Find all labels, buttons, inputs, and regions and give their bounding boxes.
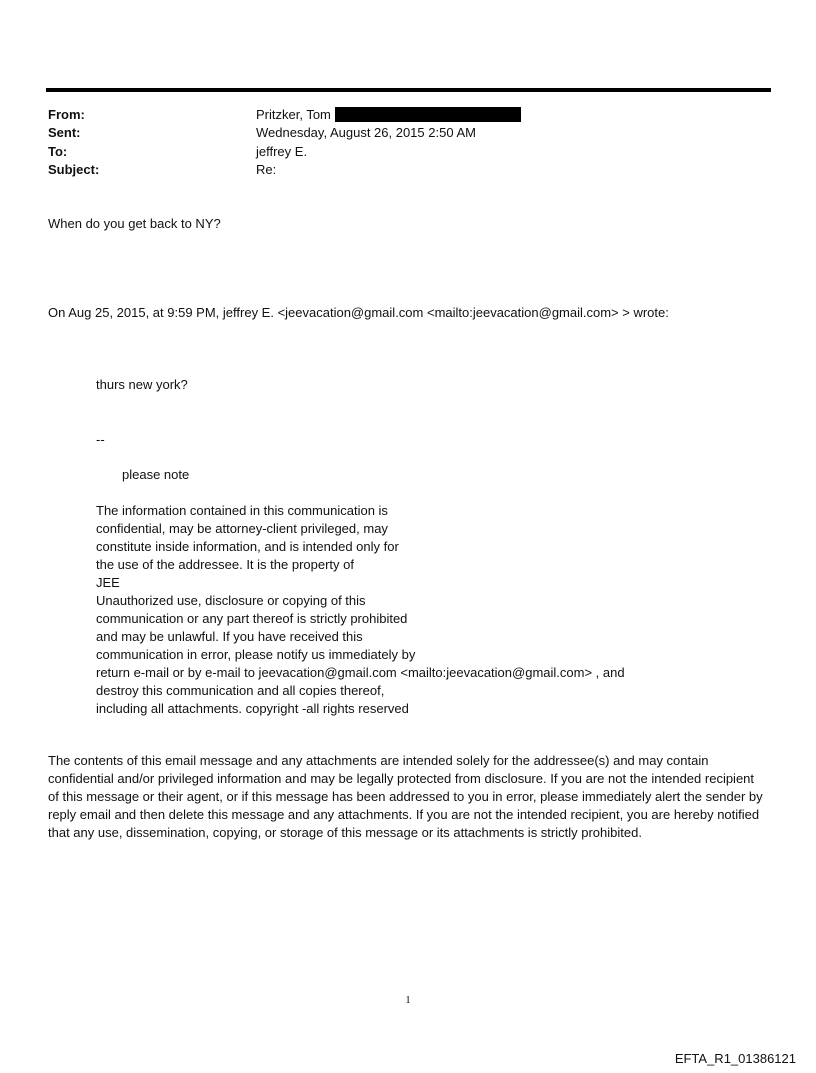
page-number: 1 bbox=[405, 994, 411, 1006]
from-value bbox=[256, 106, 521, 124]
signature-separator: -- bbox=[96, 432, 105, 447]
reply-text: When do you get back to NY? bbox=[48, 216, 221, 231]
quote-intro: On Aug 25, 2015, at 9:59 PM, jeffrey E. <jeevacation@gmail.com <mailto:jeevacation@gmail.com> > wrote: bbox=[48, 305, 669, 320]
header-rule bbox=[46, 88, 771, 92]
disclaimer-line: destroy this communication and all copies thereof, bbox=[96, 683, 385, 698]
disclaimer-line: confidential, may be attorney-client privileged, may bbox=[96, 521, 388, 536]
sent-label: Sent: bbox=[48, 125, 81, 140]
redaction-box bbox=[335, 107, 521, 122]
please-note: please note bbox=[122, 467, 190, 482]
subject-value: Re: bbox=[256, 162, 277, 177]
disclaimer-line: return e-mail or by e-mail to jeevacation@gmail.com <mailto:jeevacation@gmail.com> , and bbox=[96, 665, 625, 680]
disclaimer-line: JEE bbox=[96, 575, 120, 590]
confidentiality-disclaimer bbox=[96, 502, 625, 718]
disclaimer-line: including all attachments. copyright -all rights reserved bbox=[96, 701, 409, 716]
disclaimer-line: and may be unlawful. If you have received this bbox=[96, 629, 363, 644]
disclaimer-line: constitute inside information, and is intended only for bbox=[96, 539, 399, 554]
disclaimer-line: Unauthorized use, disclosure or copying of this bbox=[96, 593, 366, 608]
document-id: EFTA_R1_01386121 bbox=[674, 1051, 796, 1066]
subject-label: Subject: bbox=[48, 162, 100, 177]
disclaimer-line: communication or any part thereof is strictly prohibited bbox=[96, 611, 408, 626]
sent-value: Wednesday, August 26, 2015 2:50 AM bbox=[256, 125, 476, 140]
disclaimer-line: The information contained in this communication is bbox=[96, 503, 388, 518]
quoted-message: thurs new york? bbox=[96, 377, 188, 392]
from-label: From: bbox=[48, 107, 85, 122]
to-value: jeffrey E. bbox=[256, 144, 308, 159]
from-name: Pritzker, Tom bbox=[256, 107, 331, 122]
disclaimer-line: communication in error, please notify us immediately by bbox=[96, 647, 416, 662]
disclaimer-line: the use of the addressee. It is the property of bbox=[96, 557, 354, 572]
to-label: To: bbox=[48, 144, 68, 159]
footer-notice: The contents of this email message and any attachments are intended solely for the addressee(s) and may contain confidential and/or privileged information and may be legally protected from disclosure. If you are not the intended recipient of this message or their agent, or if this message has been addressed to you in error, please immediately alert the sender by reply email and then delete this message and any attachments. If you are not the intended recipient, you are hereby notified that any use, dissemination, copying, or storage of this message or its attachments is strictly prohibited. bbox=[48, 753, 763, 840]
